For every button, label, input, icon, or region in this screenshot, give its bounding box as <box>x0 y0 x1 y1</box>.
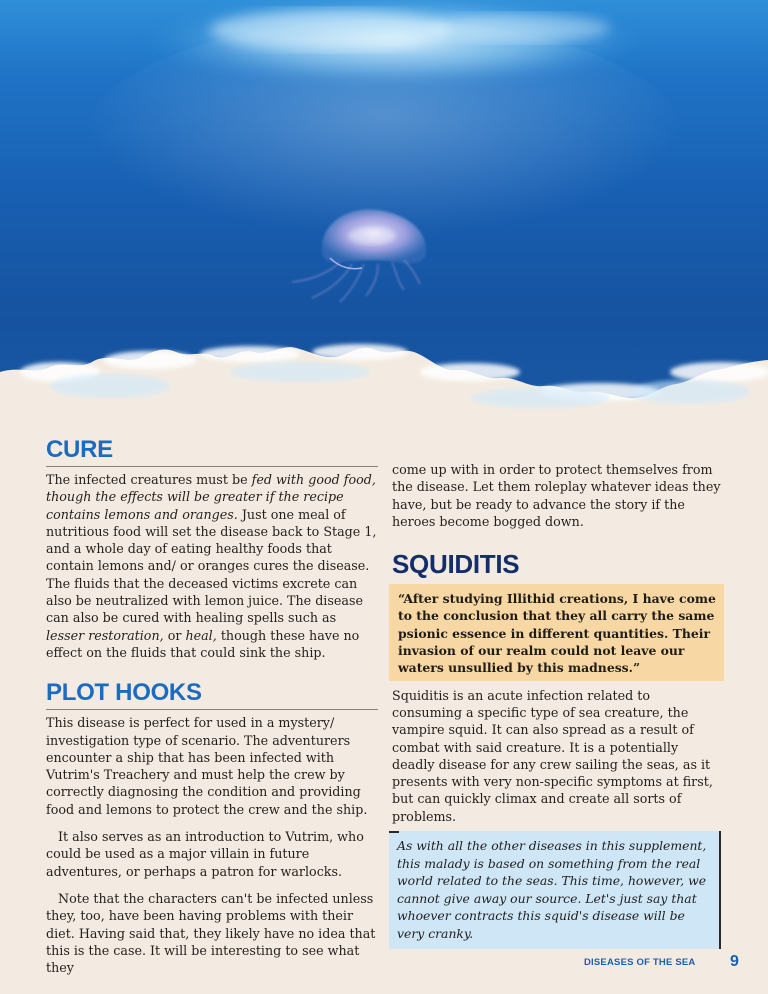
cure-text-d: though these have no effect on the fluids that could sink the ship. <box>46 627 360 660</box>
cure-text-emphasis: fed with good food, though the effects will be greater if the recipe contains lemons and oranges. <box>46 472 376 522</box>
cure-spell-lesser-restoration: lesser restoration, <box>46 627 164 643</box>
ocean-art <box>0 0 768 430</box>
plot-hooks-paragraph-3: Note that the characters can't be infected unless they, too, have been having problems with their diet. Having said that, they likely have no idea that this is the case. It will be interesting to see what they <box>46 890 376 976</box>
footer-title: DISEASES OF THE SEA <box>584 957 696 968</box>
right-column <box>392 461 724 949</box>
heading-rule <box>46 709 378 710</box>
page-number: 9 <box>730 953 739 970</box>
ocean-banner-image <box>0 0 768 430</box>
cure-text-c: or <box>163 627 186 643</box>
quote-box: “After studying Illithid creations, I have come to the conclusion that they all carry the same psionic essence in different quantities. Their invasion of our realm could not leave our waters unsullied by this madness.” <box>389 584 724 680</box>
plot-hooks-paragraph-1: This disease is perfect for used in a mystery/ investigation type of scenario. The adventurers encounter a ship that has been infected with Vutrim's Treachery and must help the crew by correctly diagnosing the condition and providing food and lemons to protect the crew and the ship. <box>46 715 368 817</box>
cure-text-b: Just one meal of nutritious food will set the disease back to Stage 1, and a whole day of eating healthy foods that contain lemons and/ or oranges cures the disease. The fluids that the deceased victims excrete can also be neutralized with lemon juice. The disease can also be cured with healing spells such as <box>46 506 377 626</box>
cure-text-a: The infected creatures must be <box>46 472 252 487</box>
section-heading-cure: CURE <box>46 436 113 463</box>
cure-paragraph <box>46 471 378 661</box>
plot-hooks-paragraph-3-continued: come up with in order to protect themselves from the disease. Let them roleplay whatever ideas they have, but be ready to advance the story if the heroes become bogged down. <box>392 462 721 529</box>
cure-spell-heal: heal, <box>185 627 217 643</box>
sidebar-note: As with all the other diseases in this supplement, this malady is based on something from the real world related to the seas. This time, however, we cannot give away our source. Let's just say that whoever contracts this squid's disease will be very cranky. <box>389 831 721 949</box>
section-heading-squiditis: SQUIDITIS <box>392 549 520 580</box>
section-heading-plot-hooks: PLOT HOOKS <box>46 679 202 707</box>
heading-rule <box>46 466 378 467</box>
plot-hooks-paragraph-2: It also serves as an introduction to Vutrim, who could be used as a major villain in future adventures, or perhaps a patron for warlocks. <box>46 829 364 879</box>
squiditis-paragraph: Squiditis is an acute infection related to consuming a specific type of sea creature, the vampire squid. It can also spread as a result of combat with said creature. It is a potentially deadly disease for any crew sailing the seas, as it presents with very non-specific symptoms at first, but can quickly climax and create all sorts of problems. <box>392 687 713 824</box>
left-column <box>46 436 378 976</box>
